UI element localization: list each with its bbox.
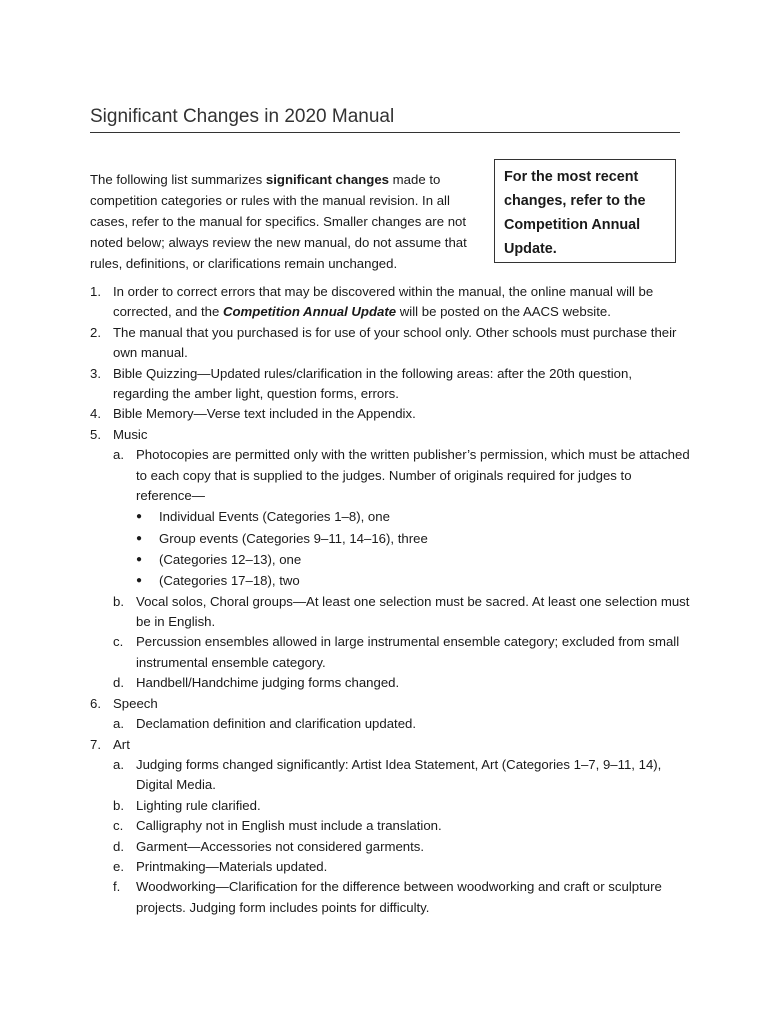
list-number: 5. xyxy=(90,426,101,442)
bullet-item-text: (Categories 12–13), one xyxy=(159,552,302,568)
list-item-6 xyxy=(90,694,690,735)
sublist-item xyxy=(113,816,690,836)
list-number: 2. xyxy=(90,324,101,340)
bullet-item-text: (Categories 17–18), two xyxy=(159,573,300,589)
sublist-item-text: Garment—Accessories not considered garments. xyxy=(136,838,425,854)
sublist-item xyxy=(113,796,690,816)
list-item-2 xyxy=(90,323,690,364)
bullet-item-text: Group events (Categories 9–11, 14–16), three xyxy=(159,530,428,546)
sublist-letter: c. xyxy=(113,634,124,650)
speech-sublist xyxy=(113,714,690,734)
sublist-item-text: Woodworking—Clarification for the difference between woodworking and craft or sculpture projects. Judging form includes points for difficulty. xyxy=(136,879,662,915)
list-item-text: Speech xyxy=(113,695,158,711)
sublist-letter: a. xyxy=(113,447,124,463)
bullet-item xyxy=(136,506,690,527)
list-number: 3. xyxy=(90,365,101,381)
bullet-icon: ● xyxy=(136,554,143,566)
list-item-3 xyxy=(90,364,690,405)
list-item-5 xyxy=(90,425,690,694)
sublist-letter: a. xyxy=(113,716,124,732)
sublist-letter: d. xyxy=(113,838,124,854)
sublist-item xyxy=(113,837,690,857)
bullet-item xyxy=(136,570,690,591)
sublist-letter: b. xyxy=(113,593,124,609)
sublist-item xyxy=(113,714,690,734)
list-item-7 xyxy=(90,735,690,919)
sublist-letter: d. xyxy=(113,675,124,691)
sublist-item-text: Printmaking—Materials updated. xyxy=(136,858,328,874)
list-number: 1. xyxy=(90,284,101,299)
changes-list xyxy=(90,282,690,918)
list-item-text: Art xyxy=(113,736,130,752)
sublist-item-text: Lighting rule clarified. xyxy=(136,797,261,813)
sublist-item xyxy=(113,592,690,633)
list-number: 7. xyxy=(90,736,101,752)
sublist-item xyxy=(113,877,690,918)
bullet-icon: ● xyxy=(136,511,143,523)
sublist-letter: f. xyxy=(113,879,121,895)
sublist-letter: c. xyxy=(113,818,124,834)
sublist-item xyxy=(113,857,690,877)
sublist-letter: e. xyxy=(113,858,124,874)
bullet-item xyxy=(136,549,690,570)
intro-text-end: made to competition categories or rules with the manual revision. In all cases, refer to the manual for specifics. Smaller changes are not noted below; always review the new manual, do not assume that rules, definitions, or clarifications remain unchanged. xyxy=(90,172,467,271)
intro-text-start: The following list summarizes xyxy=(90,172,266,187)
intro-bold-phrase: significant changes xyxy=(265,172,390,187)
list-item-text: Bible Memory—Verse text included in the Appendix. xyxy=(113,406,416,422)
sublist-item xyxy=(113,632,690,673)
bullet-item-text: Individual Events (Categories 1–8), one xyxy=(159,509,390,525)
sublist-item-text: Photocopies are permitted only with the written publisher’s permission, which must be attached to each copy that is supplied to the judges. Number of originals required for judges to reference— xyxy=(136,447,690,504)
music-sublist xyxy=(113,445,690,693)
sublist-item-text: Calligraphy not in English must include a translation. xyxy=(136,818,442,834)
callout-box: For the most recent changes, refer to the Competition Annual Update. xyxy=(494,159,676,263)
bullet-icon: ● xyxy=(136,575,143,587)
page-title: Significant Changes in 2020 Manual xyxy=(90,106,680,133)
sublist-item xyxy=(113,445,690,591)
sublist-item-text: Handbell/Handchime judging forms changed. xyxy=(136,675,400,691)
sublist-item-text: Declamation definition and clarification updated. xyxy=(136,716,417,732)
list-number: 4. xyxy=(90,406,101,422)
intro-paragraph xyxy=(90,169,486,274)
list-item-text: Music xyxy=(113,426,148,442)
list-item-1 xyxy=(90,282,690,323)
art-sublist xyxy=(113,755,690,918)
sublist-letter: a. xyxy=(113,756,124,772)
sublist-item-text: Judging forms changed significantly: Artist Idea Statement, Art (Categories 1–7, 9–11, 14), Digital Media. xyxy=(136,756,662,793)
sublist-item xyxy=(113,673,690,693)
list-item-text: Bible Quizzing—Updated rules/clarification in the following areas: after the 20th question, regarding the amber light, question forms, errors. xyxy=(113,365,633,402)
list-item-text-start: In order to correct errors that may be discovered within the manual, the online manual will be corrected, and the xyxy=(113,284,654,320)
sublist-letter: b. xyxy=(113,797,124,813)
annual-update-emphasis: Competition Annual Update xyxy=(222,304,397,320)
list-item-4 xyxy=(90,404,690,424)
originals-bullet-list xyxy=(136,506,690,591)
sublist-item-text: Vocal solos, Choral groups—At least one selection must be sacred. At least one selection must be in English. xyxy=(136,593,690,630)
bullet-icon: ● xyxy=(136,532,143,544)
sublist-item-text: Percussion ensembles allowed in large instrumental ensemble category; excluded from small instrumental ensemble category. xyxy=(136,634,680,670)
list-item-text-end: will be posted on the AACS website. xyxy=(396,304,611,320)
sublist-item xyxy=(113,755,690,796)
list-number: 6. xyxy=(90,695,101,711)
bullet-item xyxy=(136,528,690,549)
list-item-text: The manual that you purchased is for use of your school only. Other schools must purchase their own manual. xyxy=(113,324,677,361)
